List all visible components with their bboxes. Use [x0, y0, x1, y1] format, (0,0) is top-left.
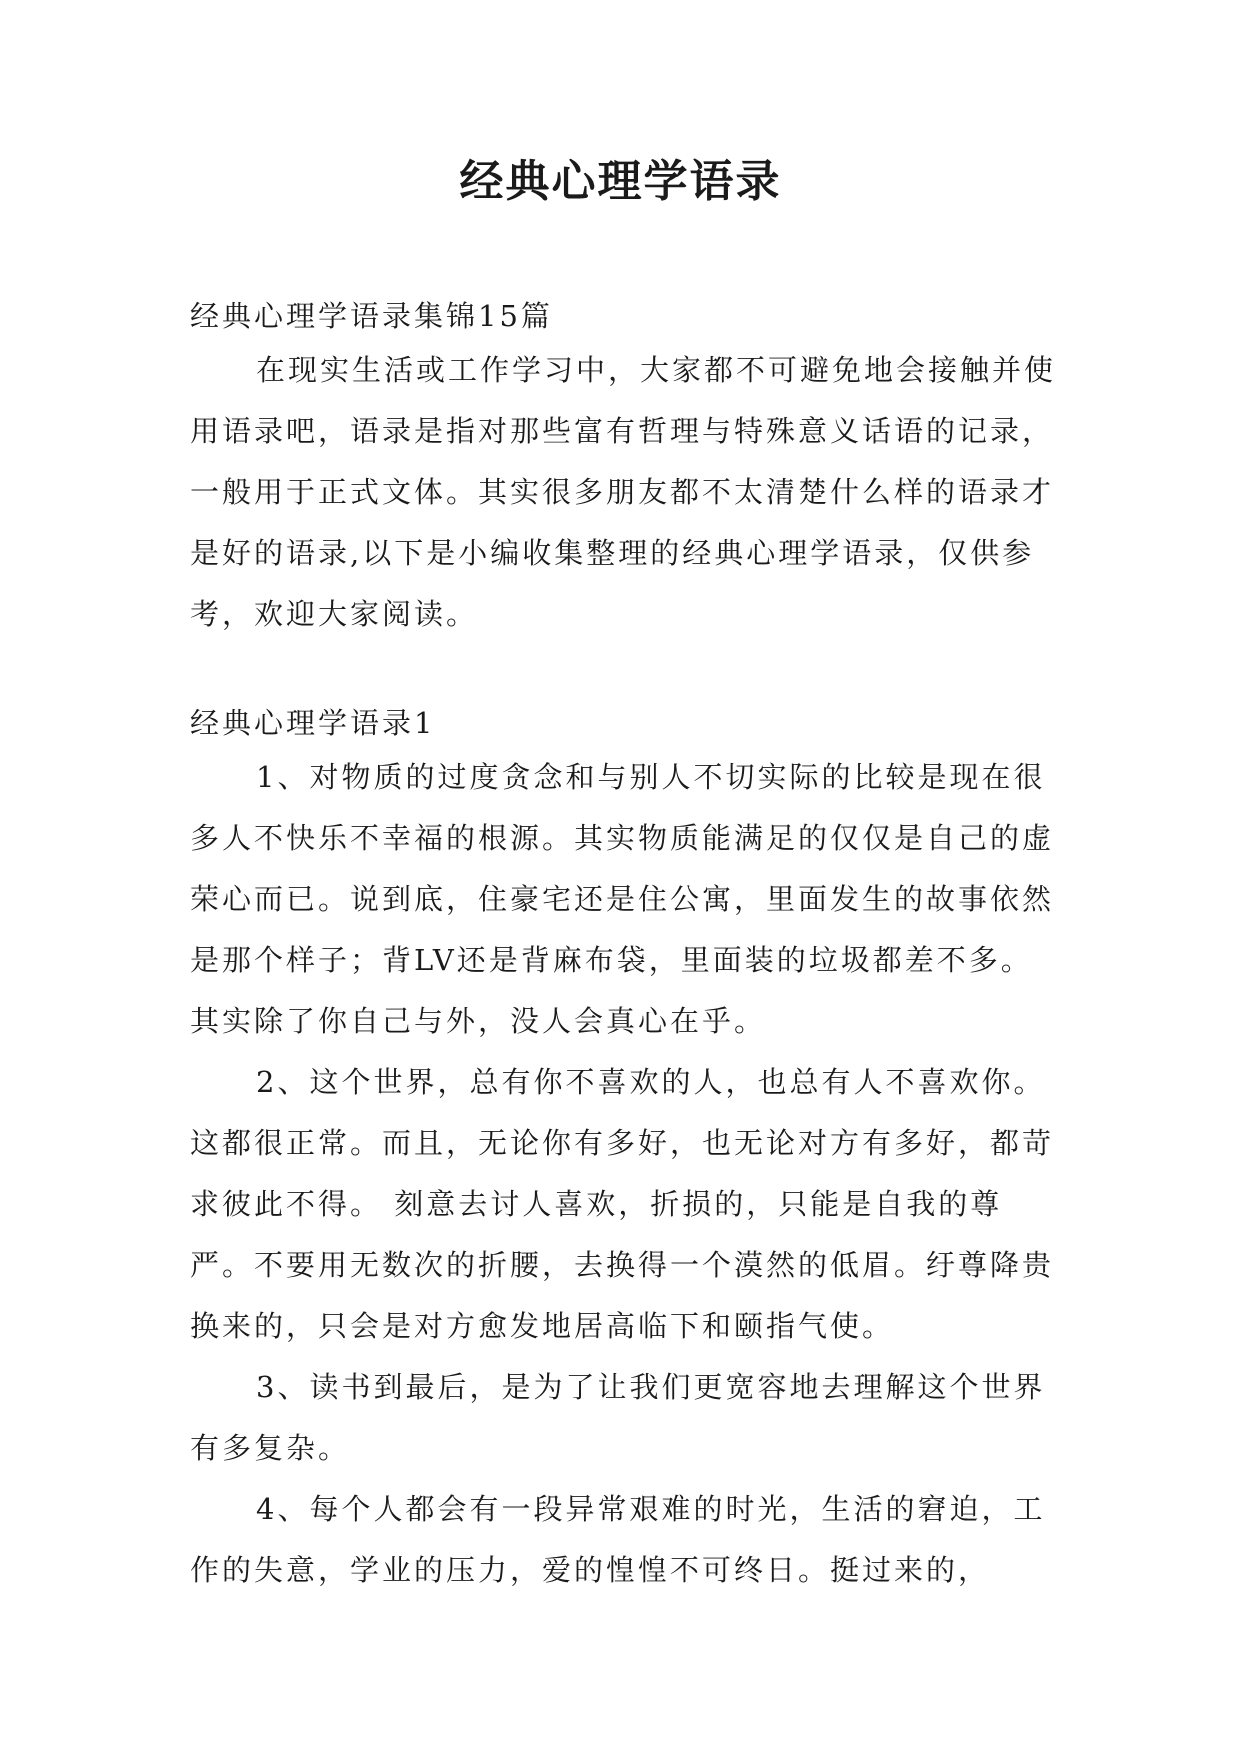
quote-item: 4、每个人都会有一段异常艰难的时光，生活的窘迫，工作的失意，学业的压力，爱的惶惶不可终日。挺过来的，	[190, 1492, 1046, 1587]
document-subtitle: 经典心理学语录集锦15篇	[190, 299, 553, 333]
section-heading: 经典心理学语录1	[190, 706, 436, 740]
quote-item: 2、这个世界，总有你不喜欢的人，也总有人不喜欢你。这都很正常。而且，无论你有多好，也无论对方有多好，都苛求彼此不得。 刻意去讨人喜欢，折损的，只能是自我的尊严。不要用无数次的折腰，去换得一个漠然的低眉。纡尊降贵换来的，只会是对方愈发地居高临下和颐指气使。	[190, 1065, 1055, 1343]
document-title: 经典心理学语录	[459, 156, 782, 207]
intro-paragraph: 在现实生活或工作学习中，大家都不可避免地会接触并使用语录吧，语录是指对那些富有哲理与特殊意义话语的记录，一般用于正式文体。其实很多朋友都不太清楚什么样的语录才是好的语录,以下是小编收集整理的经典心理学语录，仅供参考，欢迎大家阅读。	[190, 353, 1057, 631]
quote-list	[190, 747, 1060, 1601]
quote-item: 1、对物质的过度贪念和与别人不切实际的比较是现在很多人不快乐不幸福的根源。其实物质能满足的仅仅是自己的虚荣心而已。说到底，住豪宅还是住公寓，里面发生的故事依然是那个样子；背LV还是背麻布袋，里面装的垃圾都差不多。其实除了你自己与外，没人会真心在乎。	[190, 760, 1055, 1038]
quote-item: 3、读书到最后，是为了让我们更宽容地去理解这个世界有多复杂。	[190, 1370, 1046, 1465]
